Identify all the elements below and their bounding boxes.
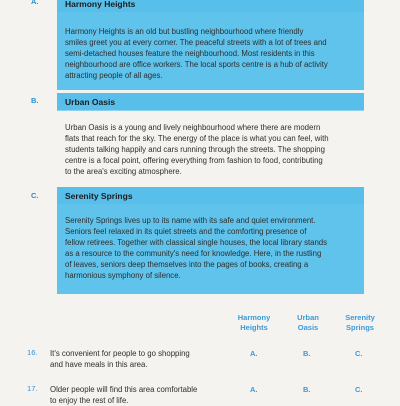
section-a-line: attracting people of all ages. <box>65 71 163 81</box>
question-16-option-b[interactable]: B. <box>303 349 311 358</box>
question-17-option-c[interactable]: C. <box>355 385 363 394</box>
section-a-line: smiles greet you at every corner. The peaceful streets with a lot of trees and <box>65 38 327 48</box>
column-header-urban-oasis <box>288 313 328 333</box>
section-c-letter: C. <box>31 191 39 200</box>
question-16-number: 16. <box>27 348 38 357</box>
column-header-line: Oasis <box>297 323 319 332</box>
section-a-line: Harmony Heights is an old but bustling neighbourhood where friendly <box>65 27 304 36</box>
section-b-line: to the area's exciting atmosphere. <box>65 167 182 177</box>
question-line: to enjoy the rest of life. <box>50 396 129 405</box>
section-b-line: Urban Oasis is a young and lively neighbourhood where there are modern <box>65 123 321 132</box>
question-17-option-a[interactable]: A. <box>250 385 258 394</box>
column-header-line: Springs <box>346 323 374 332</box>
section-c-line: fellow retirees. Together with classical single houses, the local library stands <box>65 238 328 248</box>
question-16-option-c[interactable]: C. <box>355 349 363 358</box>
section-b-line: students talking happily and cars running through the streets. The shopping <box>65 145 325 155</box>
column-header-serenity-springs <box>336 313 384 333</box>
question-17-text <box>50 384 197 406</box>
section-b-paragraph <box>65 122 363 177</box>
question-17-number: 17. <box>27 384 38 393</box>
section-b-divider <box>57 110 364 111</box>
section-c-line: of leaves, seniors deep themselves into the pages of books, creating a <box>65 260 309 270</box>
section-a-line: neighbourhood are office workers. The local sports centre is a hub of activity <box>65 60 328 70</box>
column-header-line: Heights <box>240 323 268 332</box>
column-header-harmony-heights <box>232 313 276 333</box>
section-c-line: harmonious symphony of silence. <box>65 271 181 281</box>
section-a-title: Harmony Heights <box>65 0 136 9</box>
section-c-title: Serenity Springs <box>65 191 133 201</box>
question-line: and have meals in this area. <box>50 360 148 369</box>
question-16-text <box>50 348 190 370</box>
section-b-line: flats that reach for the sky. The energy of the place is what you can feel, with <box>65 134 329 144</box>
section-c-line: as a resource to the community's need for knowledge. Here, in the rustling <box>65 249 322 259</box>
section-c-line: Seniors feel relaxed in its quiet streets and the comforting presence of <box>65 227 307 237</box>
section-b-title: Urban Oasis <box>65 97 116 107</box>
section-b-letter: B. <box>31 96 39 105</box>
section-a-paragraph <box>65 26 363 81</box>
question-line: Older people will find this area comfortable <box>50 385 198 394</box>
section-c-line: Serenity Springs lives up to its name with its safe and quiet environment. <box>65 216 316 225</box>
section-b-line: centre is a focal point, offering everything from fashion to food, contributing <box>65 156 323 166</box>
section-a-line: semi-detached houses feature the neighbourhood. Most residents in this <box>65 49 315 59</box>
column-header-line: Urban <box>297 313 319 322</box>
column-header-line: Serenity <box>345 313 375 322</box>
column-header-line: Harmony <box>237 313 271 322</box>
question-16-option-a[interactable]: A. <box>250 349 258 358</box>
question-line: It's convenient for people to go shopping <box>50 349 190 358</box>
section-c-paragraph <box>65 215 363 282</box>
section-a-letter: A. <box>31 0 39 6</box>
question-17-option-b[interactable]: B. <box>303 385 311 394</box>
